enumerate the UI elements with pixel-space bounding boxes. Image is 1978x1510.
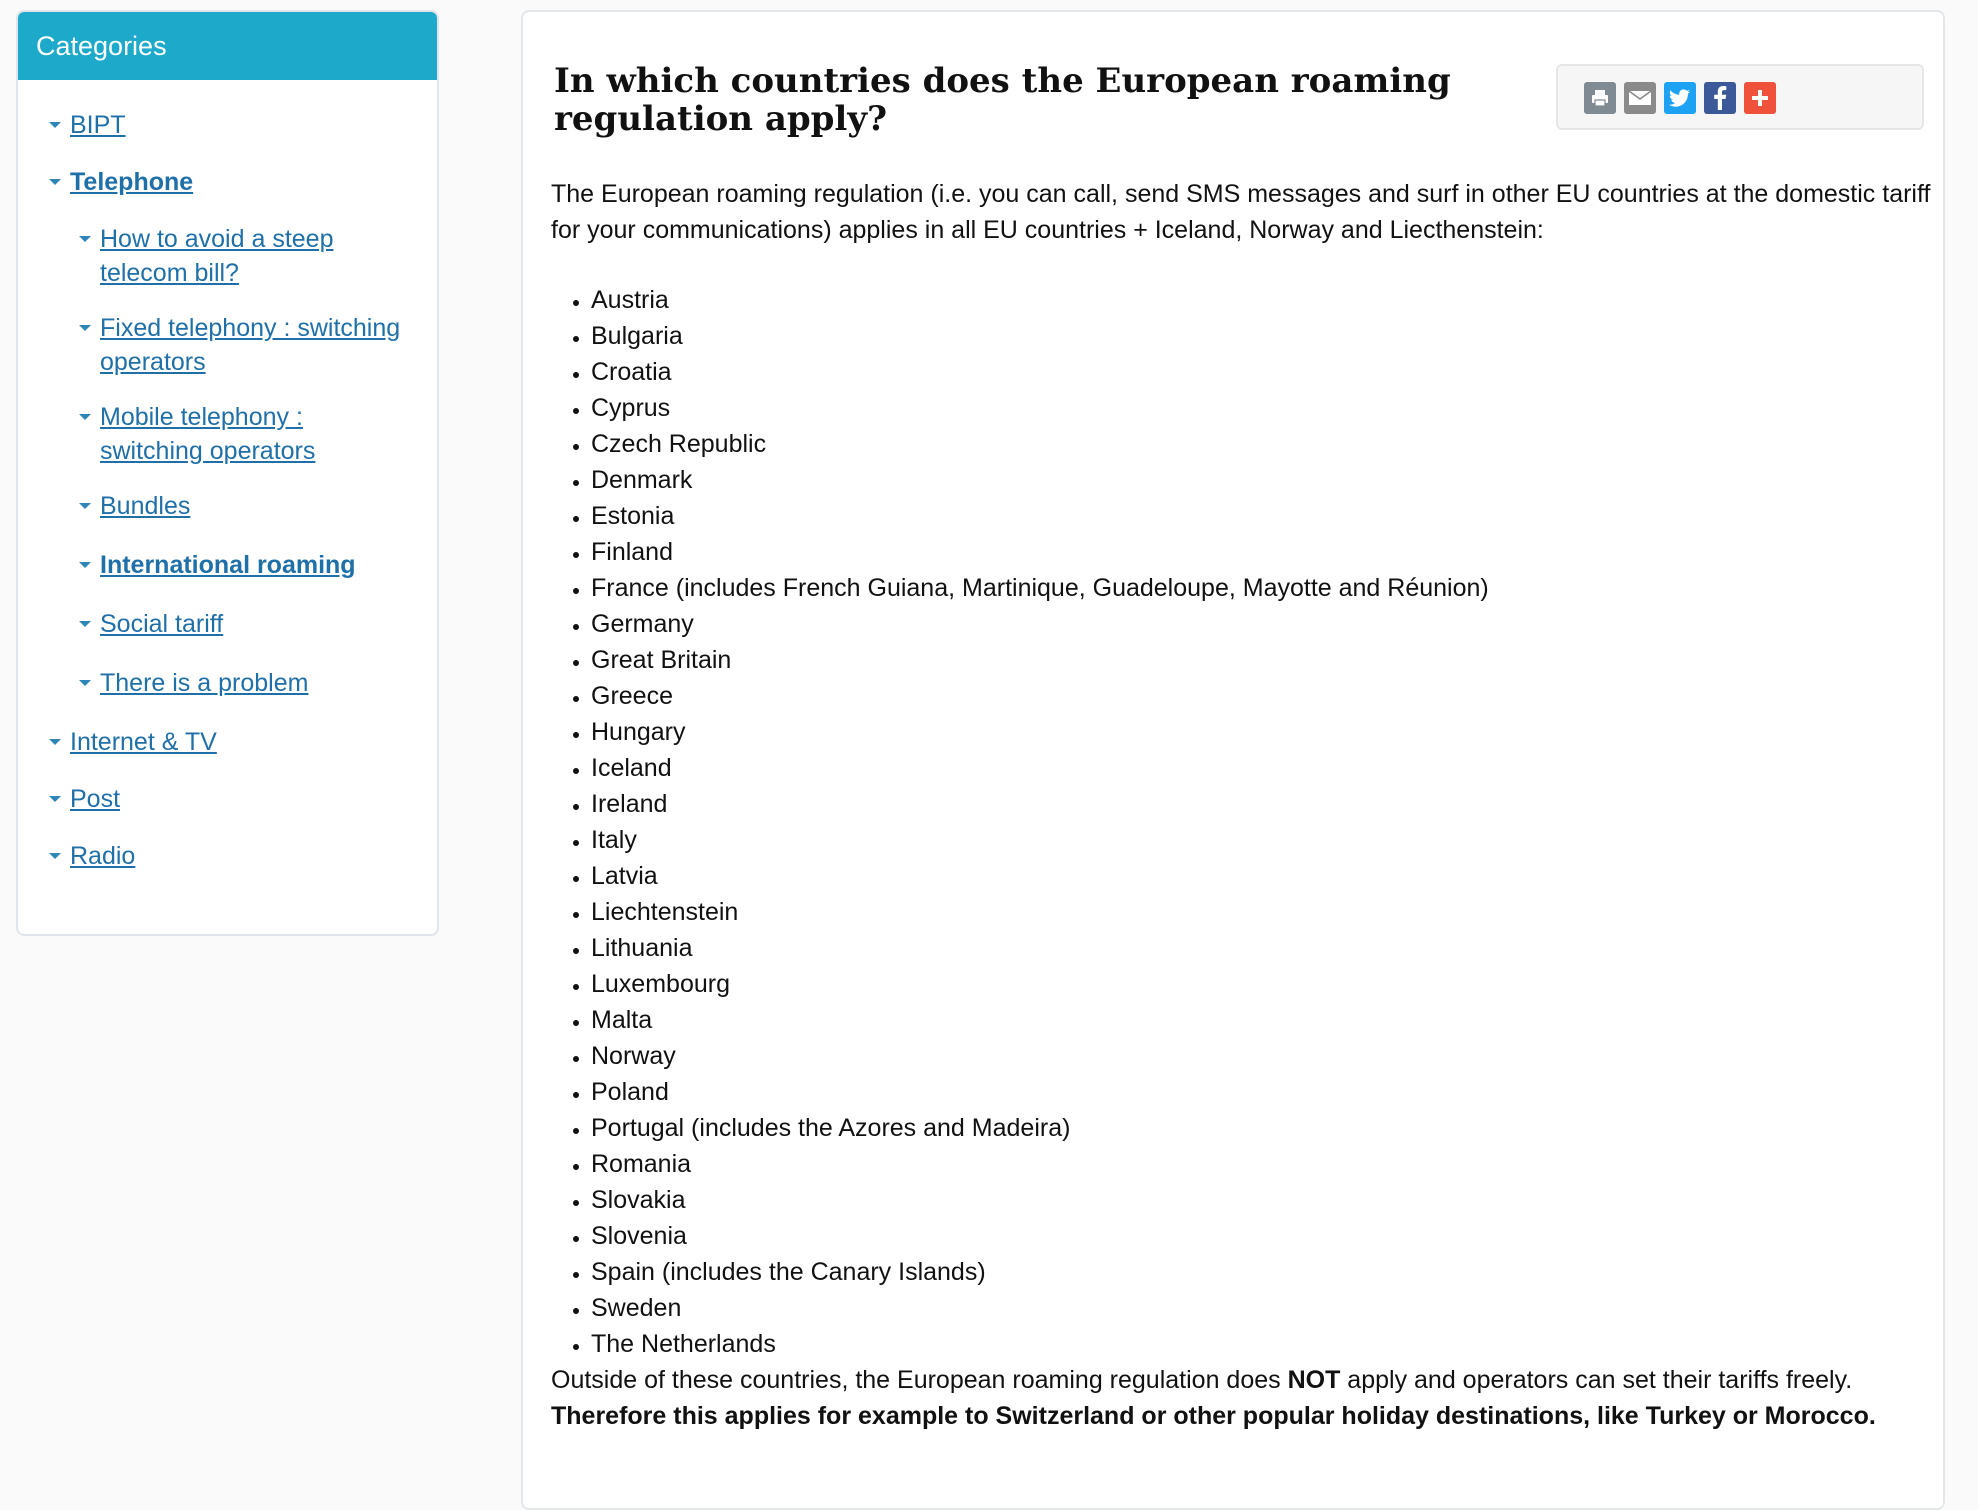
facebook-icon[interactable] <box>1704 82 1736 114</box>
category-link-post[interactable]: Post <box>70 785 121 813</box>
category-link-mobile-telephony[interactable]: Mobile telephony : switching operators <box>100 403 316 465</box>
country-item: • Croatia <box>591 354 1931 390</box>
category-item-post <box>18 782 437 816</box>
category-item-radio <box>18 839 437 873</box>
country-item: • Sweden <box>591 1290 1931 1326</box>
category-item-bundles <box>18 489 437 523</box>
categories-sidebar <box>16 10 439 936</box>
category-item-internet-tv <box>18 725 437 759</box>
country-item: • Cyprus <box>591 390 1931 426</box>
category-item-fixed-telephony <box>18 311 437 379</box>
outro-text-2: apply and operators can set their tariffs freely. <box>1340 1366 1853 1394</box>
twitter-icon[interactable] <box>1664 82 1696 114</box>
country-item: • Italy <box>591 822 1931 858</box>
country-item: • Denmark <box>591 462 1931 498</box>
country-item: • Slovenia <box>591 1218 1931 1254</box>
category-link-fixed-telephony[interactable]: Fixed telephony : switching operators <box>100 314 401 376</box>
country-item: • Finland <box>591 534 1931 570</box>
share-toolbar <box>1556 64 1924 130</box>
category-item-social-tariff <box>18 607 437 641</box>
country-item: • Ireland <box>591 786 1931 822</box>
country-item: • The Netherlands <box>591 1326 1931 1362</box>
sidebar-header: Categories <box>18 12 437 80</box>
country-item: • Czech Republic <box>591 426 1931 462</box>
intro-paragraph: The European roaming regulation (i.e. you can call, send SMS messages and surf in other EU countries at the domestic tariff for your communications) applies in all EU countries + Iceland, Norway and Liecthenstein: <box>551 180 1931 244</box>
caret-down-icon[interactable] <box>79 325 91 331</box>
caret-down-icon[interactable] <box>79 503 91 509</box>
category-link-avoid-steep-bill[interactable]: How to avoid a steep telecom bill? <box>100 225 334 287</box>
print-icon[interactable] <box>1584 82 1616 114</box>
country-item: • Malta <box>591 1002 1931 1038</box>
country-item: • Iceland <box>591 750 1931 786</box>
category-link-international-roaming[interactable]: International roaming <box>100 551 356 579</box>
category-link-social-tariff[interactable]: Social tariff <box>100 610 224 638</box>
article-panel <box>521 10 1945 1510</box>
country-item: • Lithuania <box>591 930 1931 966</box>
country-item: • Austria <box>591 282 1931 318</box>
category-link-radio[interactable]: Radio <box>70 842 136 870</box>
caret-down-icon[interactable] <box>49 739 61 745</box>
page-title: In which countries does the European roaming regulation apply? <box>554 61 1451 139</box>
caret-down-icon[interactable] <box>79 236 91 242</box>
category-link-internet-tv[interactable]: Internet & TV <box>70 728 217 756</box>
article-body <box>551 176 1931 1434</box>
category-link-there-is-a-problem[interactable]: There is a problem <box>100 669 309 697</box>
country-item: • Liechtenstein <box>591 894 1931 930</box>
country-item: • Latvia <box>591 858 1931 894</box>
category-link-telephone[interactable]: Telephone <box>70 168 194 196</box>
country-item: • Hungary <box>591 714 1931 750</box>
country-item: • Norway <box>591 1038 1931 1074</box>
category-item-mobile-telephony <box>18 400 437 468</box>
category-item-telephone <box>18 165 437 199</box>
category-link-bipt[interactable]: BIPT <box>70 111 126 139</box>
country-item: • Romania <box>591 1146 1931 1182</box>
email-icon[interactable] <box>1624 82 1656 114</box>
country-item: • Spain (includes the Canary Islands) <box>591 1254 1931 1290</box>
country-item: • Germany <box>591 606 1931 642</box>
outro-bold-tail: Therefore this applies for example to Switzerland or other popular holiday destinations, like Turkey or Morocco. <box>551 1402 1876 1430</box>
caret-down-icon[interactable] <box>79 680 91 686</box>
category-link-bundles[interactable]: Bundles <box>100 492 191 520</box>
country-item: • France (includes French Guiana, Martinique, Guadeloupe, Mayotte and Réunion) <box>591 570 1931 606</box>
outro-emphasis: NOT <box>1287 1366 1341 1394</box>
country-item: • Poland <box>591 1074 1931 1110</box>
caret-down-icon[interactable] <box>49 796 61 802</box>
caret-down-icon[interactable] <box>79 414 91 420</box>
category-list <box>18 80 437 873</box>
country-item: • Greece <box>591 678 1931 714</box>
category-item-bipt <box>18 108 437 142</box>
caret-down-icon[interactable] <box>49 853 61 859</box>
country-item: • Estonia <box>591 498 1931 534</box>
country-item: • Luxembourg <box>591 966 1931 1002</box>
caret-down-icon[interactable] <box>49 122 61 128</box>
outro-paragraph <box>551 1362 1931 1434</box>
category-item-international-roaming <box>18 548 437 582</box>
caret-down-icon[interactable] <box>49 179 61 185</box>
category-item-avoid-steep-bill <box>18 222 437 290</box>
caret-down-icon[interactable] <box>79 621 91 627</box>
plus-icon[interactable] <box>1744 82 1776 114</box>
outro-text-1: Outside of these countries, the European roaming regulation does <box>551 1366 1288 1394</box>
category-item-there-is-a-problem <box>18 666 437 700</box>
country-list <box>551 282 1931 1362</box>
country-item: • Great Britain <box>591 642 1931 678</box>
country-item: • Slovakia <box>591 1182 1931 1218</box>
country-item: • Portugal (includes the Azores and Madeira) <box>591 1110 1931 1146</box>
country-item: • Bulgaria <box>591 318 1931 354</box>
caret-down-icon[interactable] <box>79 562 91 568</box>
